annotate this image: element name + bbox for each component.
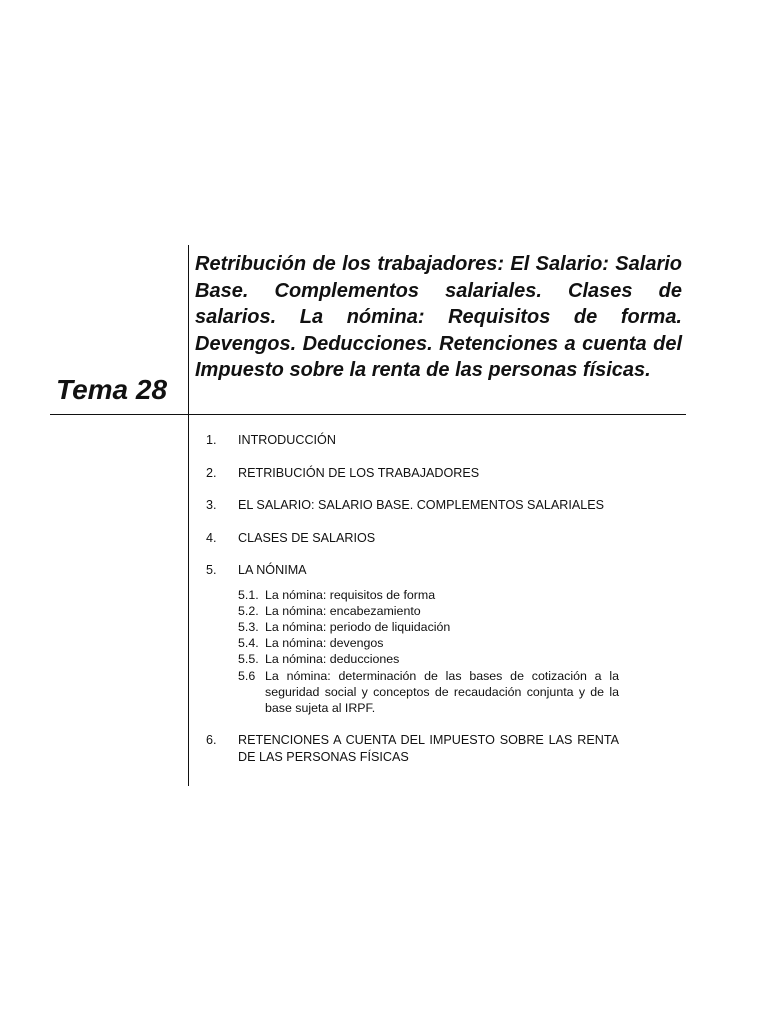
toc-subitem-number: 5.4.: [238, 636, 259, 651]
toc-subitem-text: La nómina: requisitos de forma: [265, 587, 436, 602]
toc-subitem-number: 5.1.: [238, 587, 259, 602]
toc-item-number: 1.: [206, 433, 217, 447]
toc-subitem-number: 5.3.: [238, 619, 259, 634]
toc-item-6: [206, 732, 619, 765]
toc-subitem-text: La nómina: devengos: [265, 636, 384, 651]
toc-subitem-text: La nómina: deducciones: [265, 652, 400, 667]
toc-subitem: [238, 603, 619, 619]
toc-subitem: [238, 668, 619, 717]
toc-item-2: [206, 465, 619, 482]
toc-subitem: [238, 651, 619, 667]
toc-item-1: [206, 432, 619, 449]
toc-item-number: 6.: [206, 733, 217, 748]
toc-subitem-text: La nómina: periodo de liquidación: [265, 619, 451, 634]
toc-item-text: RETRIBUCIÓN DE LOS TRABAJADORES: [238, 465, 480, 480]
toc-item-text: LA NÓNIMA: [238, 563, 307, 577]
toc-item-number: 5.: [206, 563, 217, 577]
toc-item-4: [206, 530, 619, 547]
toc-subitem-text: La nómina: encabezamiento: [265, 603, 421, 618]
toc-item-text: EL SALARIO: SALARIO BASE. COMPLEMENTOS SALARIALES: [238, 498, 605, 512]
topic-title: Retribución de los trabajadores: El Salario: Salario Base. Complementos salariales. Clases de salarios. La nómina: Requisitos de forma. Devengos. Deducciones. Retenciones a cuenta del Impuesto sobre la renta de las personas físicas.: [195, 253, 682, 381]
toc-subitem: [238, 587, 619, 603]
toc-item-number: 3.: [206, 498, 217, 512]
table-of-contents: [206, 432, 619, 781]
toc-item-text: CLASES DE SALARIOS: [238, 530, 376, 545]
toc-item-3: [206, 497, 619, 514]
toc-subitem-number: 5.5.: [238, 652, 259, 667]
topic-number: Tema 28: [56, 374, 168, 405]
toc-item-5: [206, 562, 619, 716]
toc-subitem-number: 5.6: [238, 668, 256, 683]
toc-item-text: RETENCIONES A CUENTA DEL IMPUESTO SOBRE LAS RENTA DE LAS PERSONAS FÍSICAS: [238, 733, 619, 764]
toc-subitem: [238, 635, 619, 651]
horizontal-divider: [50, 414, 686, 415]
toc-item-number: 2.: [206, 465, 217, 480]
toc-item-text: INTRODUCCIÓN: [238, 433, 336, 447]
toc-subitem-text: La nómina: determinación de las bases de cotización a la seguridad social y conceptos de recaudación conjunta y de la base sujeta al IRPF.: [265, 668, 619, 715]
vertical-divider: [188, 245, 189, 786]
toc-subitem: [238, 619, 619, 635]
toc-sublist: [238, 587, 619, 717]
toc-subitem-number: 5.2.: [238, 603, 259, 618]
toc-item-number: 4.: [206, 530, 217, 545]
